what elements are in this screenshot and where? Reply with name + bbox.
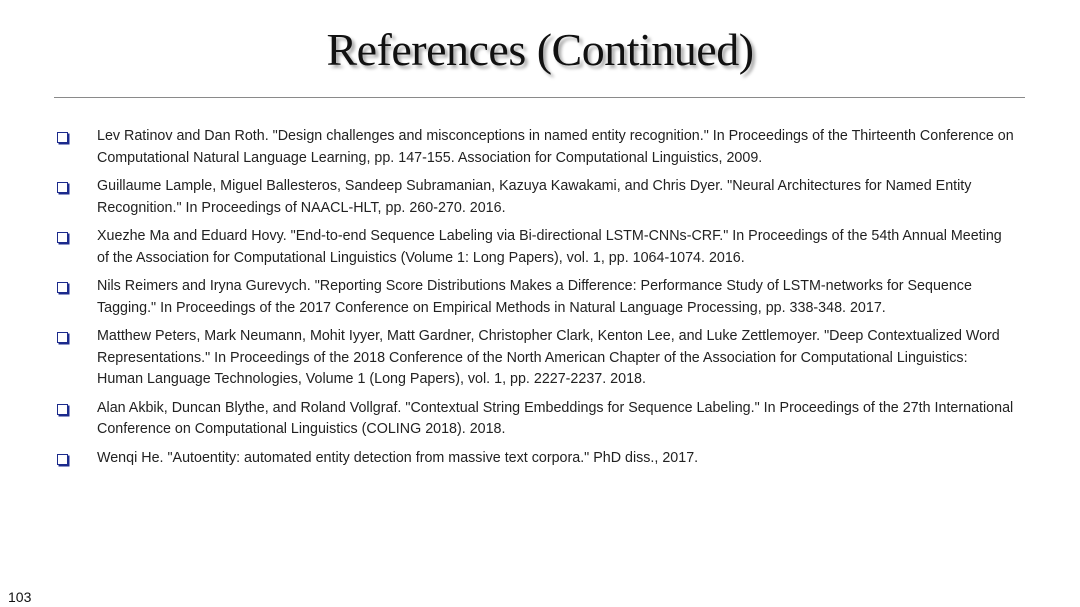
reference-item bbox=[54, 176, 1014, 219]
reference-list bbox=[54, 126, 1014, 476]
reference-item bbox=[54, 226, 1014, 269]
reference-item bbox=[54, 448, 1014, 470]
square-bullet-icon bbox=[57, 232, 68, 243]
reference-text: Lev Ratinov and Dan Roth. "Design challenges and misconceptions in named entity recognition." In Proceedings of the Thirteenth Conference on Computational Natural Language Learning, pp. 147-155. Association for Computational Linguistics, 2009. bbox=[97, 128, 1014, 166]
reference-text: Guillaume Lample, Miguel Ballesteros, Sandeep Subramanian, Kazuya Kawakami, and Chris Dyer. "Neural Architectures for Named Entity Recognition." In Proceedings of NAACL-HLT, pp. 260-270. 2016. bbox=[97, 178, 972, 216]
square-bullet-icon bbox=[57, 282, 68, 293]
square-bullet-icon bbox=[57, 404, 68, 415]
reference-text: Nils Reimers and Iryna Gurevych. "Reporting Score Distributions Makes a Difference: Performance Study of LSTM-networks for Sequence Tagging." In Proceedings of the 2017 Conference on Empirical Methods in Natural Language Processing, pp. 338-348. 2017. bbox=[97, 278, 972, 316]
square-bullet-icon bbox=[57, 332, 68, 343]
title-divider bbox=[54, 97, 1025, 98]
reference-text: Matthew Peters, Mark Neumann, Mohit Iyyer, Matt Gardner, Christopher Clark, Kenton Lee, and Luke Zettlemoyer. "Deep Contextualized Word Representations." In Proceedings of the 2018 Conference of the North American Chapter of the Association for Computational Linguistics: Human Language Technologies, Volume 1 (Long Papers), vol. 1, pp. 2227-2237. 2018. bbox=[97, 328, 1000, 387]
reference-item bbox=[54, 398, 1014, 441]
square-bullet-icon bbox=[57, 454, 68, 465]
square-bullet-icon bbox=[57, 182, 68, 193]
reference-item bbox=[54, 326, 1014, 391]
reference-text: Alan Akbik, Duncan Blythe, and Roland Vollgraf. "Contextual String Embeddings for Sequence Labeling." In Proceedings of the 27th International Conference on Computational Linguistics (COLING 2018). 2018. bbox=[97, 399, 1014, 437]
square-bullet-icon bbox=[57, 132, 68, 143]
reference-text: Xuezhe Ma and Eduard Hovy. "End-to-end Sequence Labeling via Bi-directional LSTM-CNNs-CRF." In Proceedings of the 54th Annual Meeting of the Association for Computational Linguistics (Volume 1: Long Papers), vol. 1, pp. 1064-1074. 2016. bbox=[97, 228, 1002, 266]
reference-text: Wenqi He. "Autoentity: automated entity detection from massive text corpora." PhD diss., 2017. bbox=[97, 449, 699, 466]
page-number: 103 bbox=[8, 589, 32, 605]
reference-item bbox=[54, 276, 1014, 319]
slide-title: References (Continued) bbox=[326, 24, 754, 75]
reference-item bbox=[54, 126, 1014, 169]
